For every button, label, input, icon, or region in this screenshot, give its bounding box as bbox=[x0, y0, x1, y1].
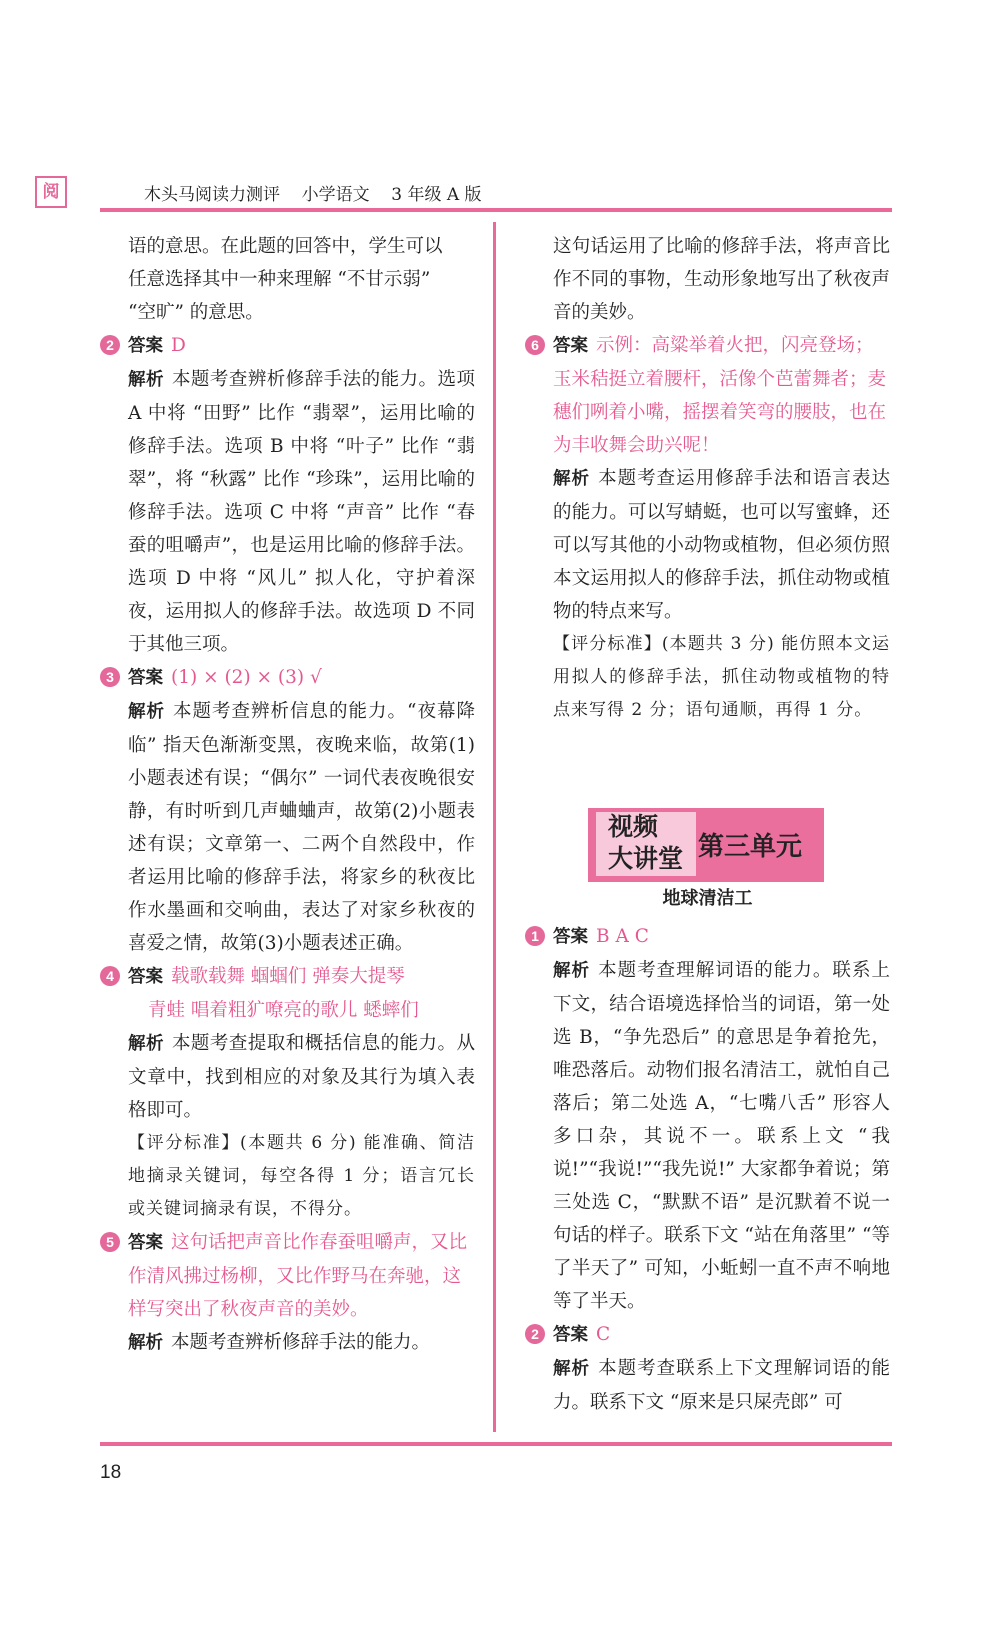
intro-line: 任意选择其中一种来理解 “不甘示弱” bbox=[128, 269, 431, 290]
question-3 bbox=[100, 661, 475, 695]
page-number: 18 bbox=[100, 1462, 122, 1483]
column-divider bbox=[493, 222, 496, 1432]
analysis bbox=[525, 462, 890, 628]
header-rule bbox=[100, 208, 892, 212]
answer-text-continued: 青蛙 唱着粗犷嘹亮的歌儿 蟋蟀们 bbox=[148, 1000, 419, 1021]
question-number: 2 bbox=[100, 335, 120, 355]
banner-unit: 第三单元 bbox=[698, 832, 803, 862]
video-lecture-banner bbox=[588, 808, 824, 882]
answer-label: 答案 bbox=[553, 336, 588, 356]
analysis bbox=[100, 1326, 475, 1360]
answer-label: 答案 bbox=[128, 967, 163, 987]
analysis-text: 本题考查联系上下文理解词语的能力。联系下文 “原来是只屎壳郎” 可 bbox=[553, 1358, 890, 1413]
answer-label: 答案 bbox=[128, 1233, 163, 1253]
analysis-text: 本题考查辨析修辞手法的能力。选项 A 中将 “田野” 比作 “翡翠”，运用比喻的修辞手法。选项 B 中将 “叶子” 比作 “翡翠”，将 “秋露” 比作 “珍珠”，运用比喻的修辞手法。选项 C 中将 “声音” 比作 “春蚕的咀嚼声”，也是运用比喻的修辞手法。选项 D 中将 “风儿” 拟人化，守护着深夜，运用拟人的修辞手法。故选项 D 不同于其他三项。 bbox=[128, 369, 475, 655]
question-2 bbox=[100, 329, 475, 363]
scoring-standard: 【评分标准】(本题共 6 分) 能准确、简洁地摘录关键词，每空各得 1 分；语言冗长或关键词摘录有误，不得分。 bbox=[128, 1133, 475, 1219]
analysis bbox=[100, 695, 475, 960]
analysis-label: 解析 bbox=[128, 1333, 163, 1353]
intro-text: 这句话运用了比喻的修辞手法，将声音比作不同的事物，生动形象地写出了秋夜声音的美妙。 bbox=[553, 236, 890, 323]
analysis-label: 解析 bbox=[553, 1359, 591, 1379]
analysis-text: 本题考查提取和概括信息的能力。从文章中，找到相应的对象及其行为填入表格即可。 bbox=[128, 1033, 475, 1121]
analysis-label: 解析 bbox=[553, 961, 591, 981]
answer-label: 答案 bbox=[128, 668, 163, 688]
analysis bbox=[525, 954, 890, 1318]
answer-text: 载歌载舞 蝈蝈们 弹奏大提琴 bbox=[171, 966, 405, 987]
answer-label: 答案 bbox=[553, 927, 588, 947]
analysis bbox=[525, 1352, 890, 1419]
answer-text: B A C bbox=[596, 926, 649, 947]
question-number: 4 bbox=[100, 966, 120, 986]
analysis-text: 本题考查辨析修辞手法的能力。 bbox=[171, 1332, 431, 1353]
analysis-label: 解析 bbox=[553, 469, 591, 489]
analysis-text: 本题考查辨析信息的能力。“夜幕降临” 指天色渐渐变黑，夜晚来临，故第(1)小题表述有误；“偶尔” 一词代表夜晚很安静，有时听到几声蛐蛐声，故第(2)小题表述有误；文章第一、二两个自然段中，作者运用比喻的修辞手法，将家乡的秋夜比作水墨画和交响曲，表达了对家乡秋夜的喜爱之情，故第(3)小题表述正确。 bbox=[128, 701, 476, 954]
answer-label: 答案 bbox=[553, 1325, 588, 1345]
question-number: 6 bbox=[525, 335, 545, 355]
scoring-standard: 【评分标准】(本题共 3 分) 能仿照本文运用拟人的修辞手法，抓住动物或植物的特点来写得 2 分；语句通顺，再得 1 分。 bbox=[553, 634, 890, 720]
analysis-label: 解析 bbox=[128, 370, 164, 390]
banner-line2: 大讲堂 bbox=[608, 844, 684, 873]
answer-text: 示例：高粱举着火把，闪亮登场；玉米秸挺立着腰杆，活像个芭蕾舞者；麦穗们咧着小嘴，摇摆着笑弯的腰肢，也在为丰收舞会助兴呢！ bbox=[553, 335, 887, 456]
question-number: 5 bbox=[100, 1232, 120, 1252]
publisher-logo-icon: 阅 bbox=[35, 176, 67, 208]
section-question-2 bbox=[525, 1318, 890, 1352]
analysis bbox=[100, 1027, 475, 1127]
answer-text: D bbox=[171, 335, 186, 356]
question-4 bbox=[100, 960, 475, 994]
section-question-1 bbox=[525, 920, 890, 954]
right-column-section bbox=[525, 920, 890, 1419]
banner-line1: 视频 bbox=[608, 812, 659, 841]
analysis-label: 解析 bbox=[128, 1034, 164, 1054]
question-6 bbox=[525, 329, 890, 462]
answer-label: 答案 bbox=[128, 336, 163, 356]
intro-line: “空旷” 的意思。 bbox=[128, 302, 264, 323]
header-title: 木头马阅读力测评 小学语文 3 年级 A 版 bbox=[144, 185, 482, 205]
left-column bbox=[100, 230, 475, 1360]
section-title: 地球清洁工 bbox=[662, 888, 753, 909]
intro-line: 语的意思。在此题的回答中，学生可以 bbox=[128, 236, 443, 257]
question-number: 1 bbox=[525, 926, 545, 946]
answer-text: (1) × (2) × (3) √ bbox=[171, 667, 322, 688]
question-number: 3 bbox=[100, 667, 120, 687]
question-5 bbox=[100, 1226, 475, 1326]
analysis-label: 解析 bbox=[128, 702, 166, 722]
analysis-text: 本题考查理解词语的能力。联系上下文，结合语境选择恰当的词语，第一处选 B，“争先恐后” 的意思是争着抢先，唯恐落后。动物们报名清洁工，就怕自己落后；第二处选 A，“七嘴八舌” 形容人多口杂，其说不一。联系上文 “我说!”“我说!”“我先说!” 大家都争着说；第三处选 C，“默默不语” 是沉默着不说一句话的样子。联系下文 “站在角落里” “等了半天了” 可知，小蚯蚓一直不声不响地等了半天。 bbox=[553, 960, 890, 1312]
analysis-text: 本题考查运用修辞手法和语言表达的能力。可以写蜻蜓，也可以写蜜蜂，还可以写其他的小动物或植物，但必须仿照本文运用拟人的修辞手法，抓住动物或植物的特点来写。 bbox=[553, 468, 890, 622]
answer-text: C bbox=[596, 1324, 611, 1345]
right-column bbox=[525, 230, 890, 727]
answer-text: 这句话把声音比作春蚕咀嚼声，又比作清风拂过杨柳，又比作野马在奔驰，这样写突出了秋夜声音的美妙。 bbox=[128, 1232, 468, 1320]
question-number: 2 bbox=[525, 1324, 545, 1344]
analysis bbox=[100, 363, 475, 661]
footer-rule bbox=[100, 1442, 892, 1446]
